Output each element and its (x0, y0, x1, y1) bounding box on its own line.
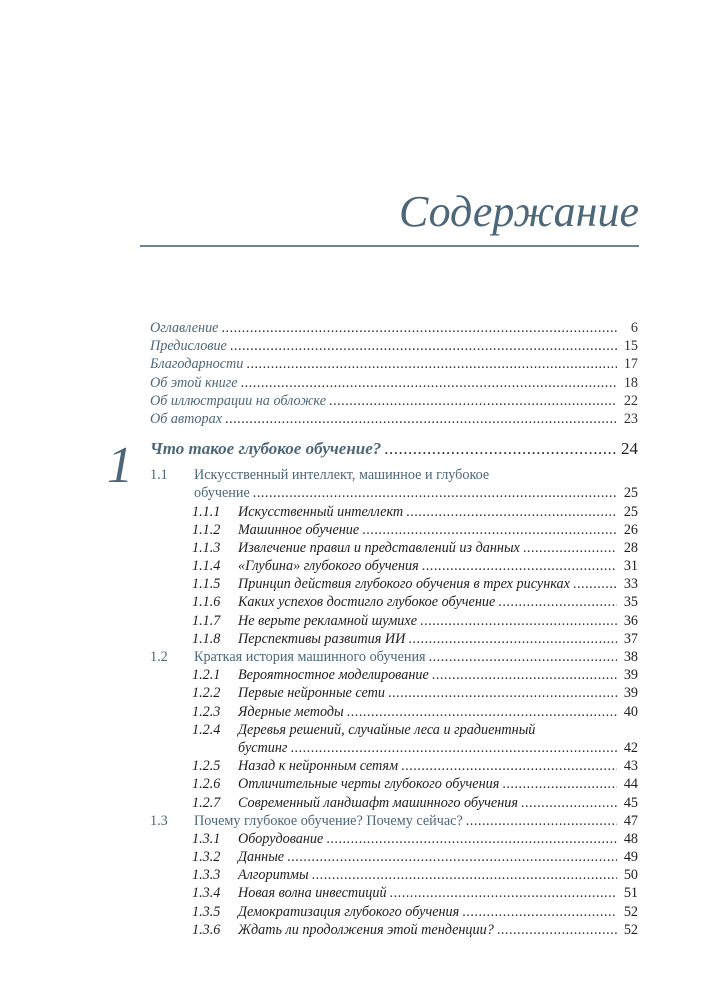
dot-leader (408, 630, 617, 648)
subsection-page: 26 (623, 521, 638, 538)
subsection-number: 1.2.1 (192, 667, 221, 684)
subsection-title-continued: бустинг (238, 739, 288, 756)
subsection-number: 1.1.8 (192, 630, 221, 647)
subsection-entry[interactable] (150, 794, 638, 812)
subsection-page: 51 (623, 885, 638, 902)
dot-leader (221, 319, 617, 337)
dot-leader (388, 684, 617, 702)
dot-leader (429, 648, 617, 666)
section-page: 38 (623, 649, 638, 665)
chapter-page: 24 (621, 439, 638, 459)
subsection-title: Назад к нейронным сетям (238, 758, 399, 775)
page-title: Содержание (398, 187, 639, 236)
subsection-page: 49 (623, 849, 638, 866)
subsection-number: 1.1.5 (192, 576, 221, 593)
dot-leader (253, 484, 617, 502)
subsection-entry[interactable] (150, 539, 638, 557)
subsection-title: Отличительные черты глубокого обучения (238, 776, 500, 793)
section-page: 47 (623, 812, 638, 829)
subsection-entry[interactable] (150, 557, 638, 575)
toc-entry-page: 23 (623, 410, 638, 427)
subsection-number: 1.3.1 (192, 830, 221, 847)
section-number: 1.3 (150, 812, 168, 829)
toc-entry-title: Предисловие (150, 338, 227, 355)
toc-entry[interactable] (150, 374, 638, 392)
subsection-number: 1.1.3 (192, 539, 221, 556)
subsection-page: 39 (623, 685, 638, 702)
subsection-title: Алгоритмы (238, 867, 309, 884)
subsection-page: 50 (623, 867, 638, 884)
dot-leader (384, 440, 617, 458)
subsection-number: 1.1.6 (192, 594, 221, 611)
subsection-entry[interactable] (150, 666, 638, 684)
subsection-number: 1.3.6 (192, 921, 221, 938)
subsection-page: 37 (623, 630, 638, 647)
subsection-page: 33 (623, 576, 638, 593)
subsection-number: 1.1.2 (192, 521, 221, 538)
section-page: 25 (623, 485, 638, 502)
subsection-entry[interactable] (150, 593, 638, 611)
subsection-title: Машинное обучение (238, 521, 360, 538)
subsection-title: Данные (238, 849, 285, 866)
dot-leader (497, 921, 617, 939)
section-number: 1.2 (150, 649, 168, 665)
section-number: 1.1 (150, 467, 168, 484)
subsection-entry[interactable] (150, 630, 638, 648)
dot-leader (347, 703, 617, 721)
toc-entry-page: 17 (623, 356, 638, 373)
subsection-number: 1.3.5 (192, 903, 221, 920)
toc-entry-title: Об иллюстрации на обложке (150, 392, 327, 409)
subsection-page: 43 (623, 758, 638, 775)
dot-leader (290, 739, 617, 757)
subsection-title: «Глубина» глубокого обучения (238, 558, 419, 575)
subsection-entry[interactable] (150, 684, 638, 702)
dot-leader (362, 521, 617, 539)
dot-leader (246, 355, 617, 373)
subsection-entry[interactable] (150, 703, 638, 721)
subsection-title: Не верьте рекламной шумихе (238, 612, 417, 629)
subsection-number: 1.2.5 (192, 758, 221, 775)
toc-entry[interactable] (150, 319, 638, 337)
dot-leader (312, 866, 617, 884)
subsection-number: 1.3.4 (192, 885, 221, 902)
dot-leader (230, 337, 617, 355)
dot-leader (326, 830, 617, 848)
section-entry-continued[interactable] (150, 484, 638, 502)
subsection-number: 1.2.6 (192, 776, 221, 793)
subsection-title: Деревья решений, случайные леса и градиентный (238, 721, 536, 738)
subsection-entry[interactable] (150, 921, 638, 939)
subsection-entry[interactable] (150, 903, 638, 921)
section-entry[interactable] (150, 812, 638, 830)
subsection-entry[interactable] (150, 757, 638, 775)
chapter-block (107, 437, 638, 939)
subsection-entry-continued[interactable] (150, 739, 638, 757)
subsection-page: 44 (623, 776, 638, 793)
dot-leader (422, 557, 617, 575)
subsection-page: 28 (623, 539, 638, 556)
dot-leader (462, 903, 617, 921)
front-matter-list (150, 319, 638, 428)
toc-entry-page: 22 (623, 392, 638, 409)
toc-entry-title: Об авторах (150, 410, 223, 427)
subsection-page: 42 (623, 739, 638, 756)
subsection-title: Современный ландшафт машинного обучения (238, 794, 518, 811)
subsection-number: 1.1.1 (192, 503, 221, 520)
dot-leader (287, 848, 617, 866)
toc-entry-title: Благодарности (150, 356, 244, 373)
subsection-entry[interactable] (150, 503, 638, 521)
subsection-title: Ядерные методы (238, 703, 344, 720)
dot-leader (498, 593, 617, 611)
subsection-number: 1.1.7 (192, 612, 221, 629)
toc-entry[interactable] (150, 392, 638, 410)
toc-entry[interactable] (150, 337, 638, 355)
subsection-title: Каких успехов достигло глубокое обучение (238, 594, 496, 611)
subsection-title: Принцип действия глубокого обучения в трех рисунках (238, 576, 570, 593)
subsection-entry[interactable] (150, 775, 638, 793)
dot-leader (241, 374, 617, 392)
subsection-number: 1.1.4 (192, 558, 221, 575)
toc-entry-page: 6 (630, 320, 638, 336)
dot-leader (432, 666, 617, 684)
subsection-title: Демократизация глубокого обучения (238, 903, 460, 920)
subsection-number: 1.2.7 (192, 794, 221, 811)
subsection-title: Ждать ли продолжения этой тенденции? (238, 921, 494, 938)
subsection-title: Первые нейронные сети (238, 685, 385, 702)
subsection-number: 1.3.3 (192, 867, 221, 884)
subsection-page: 35 (623, 594, 638, 611)
dot-leader (401, 757, 617, 775)
dot-leader (406, 503, 617, 521)
subsection-entry[interactable] (150, 884, 638, 902)
subsection-page: 39 (623, 667, 638, 684)
subsection-title: Извлечение правил и представлений из данных (238, 539, 520, 556)
chapter-title: Что такое глубокое обучение? (150, 439, 382, 459)
toc-entry-page: 18 (623, 374, 638, 391)
section-title: Краткая история машинного обучения (194, 649, 426, 665)
toc-entry-title: Об этой книге (150, 374, 238, 391)
subsection-entry[interactable] (150, 721, 638, 739)
subsection-page: 52 (623, 903, 638, 920)
subsection-page: 31 (623, 558, 638, 575)
dot-leader (329, 392, 617, 410)
subsection-number: 1.2.4 (192, 721, 221, 738)
subsection-page: 40 (623, 703, 638, 720)
subsection-number: 1.2.2 (192, 685, 221, 702)
subsection-title: Перспективы развития ИИ (238, 630, 406, 647)
dot-leader (502, 775, 617, 793)
subsection-page: 25 (623, 503, 638, 520)
subsection-number: 1.3.2 (192, 849, 221, 866)
dot-leader (523, 539, 617, 557)
title-rule (140, 245, 639, 247)
section-title: Почему глубокое обучение? Почему сейчас? (194, 812, 463, 829)
toc-entry-title: Оглавление (150, 320, 219, 336)
section-entry[interactable] (150, 466, 638, 484)
table-of-contents (107, 319, 638, 939)
subsection-page: 48 (623, 830, 638, 847)
subsection-title: Оборудование (238, 830, 324, 847)
subsection-entry[interactable] (150, 575, 638, 593)
dot-leader (521, 794, 617, 812)
section-title: Искусственный интеллект, машинное и глубокое (194, 467, 490, 484)
dot-leader (420, 612, 617, 630)
toc-entry[interactable] (150, 410, 638, 428)
dot-leader (573, 575, 617, 593)
subsection-title: Новая волна инвестиций (238, 885, 387, 902)
toc-entry-page: 15 (623, 338, 638, 355)
chapter-number: 1 (107, 437, 133, 495)
subsection-entry[interactable] (150, 866, 638, 884)
section-title-continued: обучение (194, 485, 250, 502)
subsection-entry[interactable] (150, 521, 638, 539)
subsection-title: Искусственный интеллект (238, 503, 404, 520)
subsection-page: 36 (623, 612, 638, 629)
subsection-entry[interactable] (150, 612, 638, 630)
dot-leader (466, 812, 617, 830)
subsection-entry[interactable] (150, 830, 638, 848)
subsection-title: Вероятностное моделирование (238, 667, 429, 684)
subsection-entry[interactable] (150, 848, 638, 866)
subsection-number: 1.2.3 (192, 703, 221, 720)
dot-leader (390, 884, 617, 902)
subsection-page: 52 (623, 921, 638, 938)
toc-entry[interactable] (150, 355, 638, 373)
subsection-page: 45 (623, 794, 638, 811)
dot-leader (225, 410, 617, 428)
section-entry[interactable] (150, 648, 638, 666)
